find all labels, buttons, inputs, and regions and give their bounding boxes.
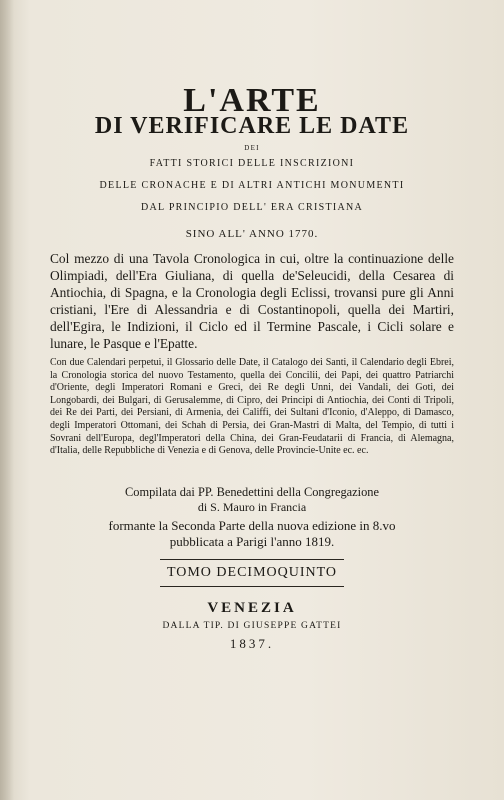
subtitle-line-1: FATTI STORICI DELLE INSCRIZIONI bbox=[149, 158, 355, 169]
compiled-line-1: Compilata dai PP. Benedettini della Congregazione bbox=[125, 485, 379, 499]
imprint-printer: DALLA TIP. DI GIUSEPPE GATTEI bbox=[162, 621, 342, 631]
edition-line-1: formante la Seconda Parte della nuova edizione in 8.vo bbox=[108, 518, 396, 533]
imprint-city: VENEZIA bbox=[207, 600, 297, 616]
edition-line-2: pubblicata a Parigi l'anno 1819. bbox=[169, 534, 335, 549]
description-paragraph: Col mezzo di una Tavola Cronologica in cui, oltre la continuazione delle Olimpiadi, dell'Era Giuliana, di quella de'Seleucidi, della Cesarea di Antiochia, di Spagna, e la Cronologia degli Eclissi, trovansi pure gli Anni cristiani, l'Ere di Alessandria e di Costantinopoli, quella dei Martiri, dell'Egira, le Indizioni, il Ciclo ed il Termine Pascale, i Cicli solare e lunare, le Pasque e l'Epatte. bbox=[50, 251, 454, 351]
subtitle-line-2: DELLE CRONACHE E DI ALTRI ANTICHI MONUMENTI bbox=[99, 180, 405, 191]
subtitle-sino: SINO ALL' ANNO 1770. bbox=[185, 228, 319, 240]
subtitle-line-3: DAL PRINCIPIO DELL' ERA CRISTIANA bbox=[140, 202, 364, 213]
main-title-line-2: DI VERIFICARE LE DATE bbox=[94, 113, 410, 139]
main-title-line-1: L'ARTE bbox=[183, 82, 321, 119]
subtitle-dei: DEI bbox=[244, 144, 260, 152]
compiled-line-2: di S. Mauro in Francia bbox=[197, 500, 307, 514]
imprint-year: 1837. bbox=[229, 636, 275, 651]
volume-label: TOMO DECIMOQUINTO bbox=[160, 559, 344, 587]
contents-paragraph: Con due Calendari perpetui, il Glossario delle Date, il Catalogo dei Santi, il Calendario degli Ebrei, la Cronologia storica del nuovo Testamento, quella dei Concilii, dei Papi, dei quattro Patriarchi d'Oriente, degli Imperatori Romani e Greci, dei Re degli Unni, dei Vandali, dei Goti, dei Longobardi, dei Bulgari, di Gerusalemme, di Cipro, dei Principi di Antiochia, dei Conti di Tripoli, dei Re dei Parti, dei Persiani, di Armenia, dei Califfi, dei Sultani d'Iconio, d'Aleppo, di Damasco, degli Imperatori Ottomani, dei Schah di Persia, dei Gran-Mastri di Malta, del Tempio, di tutti i Sovrani dell'Europa, degl'Imperatori della China, dei Gran-Feudatarii di Francia, di Alemagna, d'Italia, delle Repubbliche di Venezia e di Genova, delle Provincie-Unite ec. ec. bbox=[50, 357, 454, 457]
